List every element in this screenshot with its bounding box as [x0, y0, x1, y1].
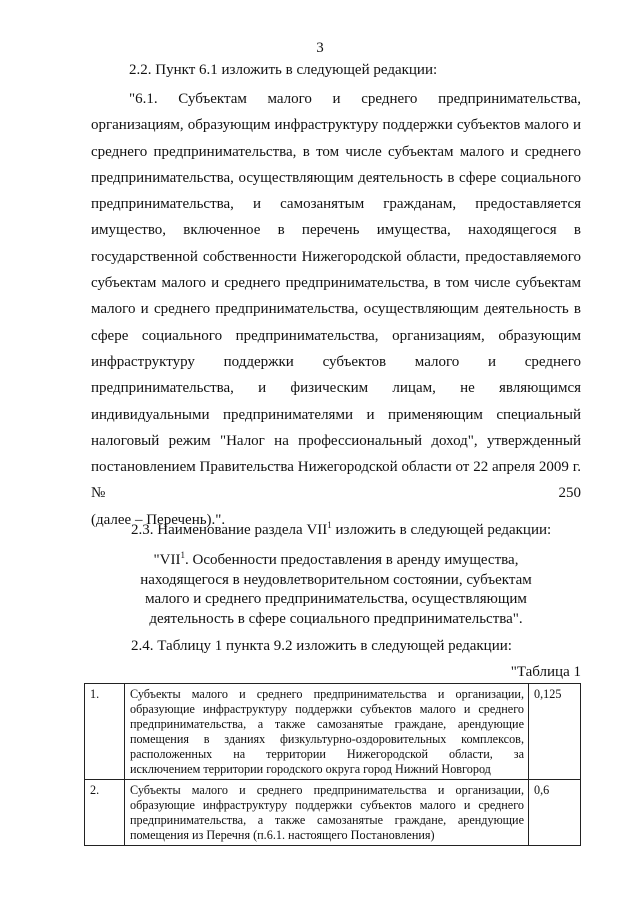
title-prefix: "VII — [153, 552, 181, 568]
section-6-1-quote — [91, 86, 581, 533]
heading-text: 2.3. Наименование раздела VII — [131, 522, 328, 538]
title-superscript: 1 — [180, 550, 185, 560]
row-description-body: Субъекты малого и среднего предпринимательства и организации, образующие инфраструктуру поддержки субъектов малого и среднего предпринимательства, а также самозанятые граждане, арендующие помещения в зданиях физкультурно-оздоровительных комплексов, расположенных на территории Нижегородской области, за — [130, 687, 524, 761]
quote-ending: (далее – Перечень).". — [91, 511, 226, 528]
table-1 — [84, 683, 581, 846]
row-coefficient: 0,6 — [529, 780, 581, 846]
row-description — [125, 780, 529, 846]
heading-superscript: 1 — [327, 520, 332, 530]
section-2-3-heading — [91, 522, 581, 539]
row-description-body: Субъекты малого и среднего предпринимательства и организации, образующие инфраструктуру поддержки субъектов малого и среднего предпринимательства, а также самозанятые граждане, арендующие — [130, 783, 524, 827]
row-number: 1. — [85, 684, 125, 780]
table-row — [85, 780, 581, 846]
table-label: "Таблица 1 — [510, 664, 581, 680]
title-line-4: деятельность в сфере социального предпринимательства". — [149, 610, 523, 627]
title-line-1: . Особенности предоставления в аренду имущества, — [185, 552, 519, 568]
row-coefficient: 0,125 — [529, 684, 581, 780]
page-number: 3 — [316, 40, 324, 56]
title-line — [91, 551, 581, 571]
section-2-2-heading: 2.2. Пункт 6.1 изложить в следующей редакции: — [129, 62, 438, 78]
section-2-4-heading: 2.4. Таблицу 1 пункта 9.2 изложить в следующей редакции: — [131, 638, 512, 654]
row-description-end: исключением территории городского округа город Нижний Новгород — [130, 762, 491, 776]
quote-body: "6.1. Субъектам малого и среднего предпринимательства, организациям, образующим инфраструктуру поддержки субъектов малого и среднего предпринимательства, в том числе субъектам малого и среднего предпринимательства, осуществляющим деятельность в сфере социального предпринимательства, и самозанятым гражданам, предоставляется имущество, включенное в перечень имущества, находящегося в государственной собственности Нижегородской области, предоставляемого субъектам малого и среднего предпринимательства, в том числе субъектам малого и среднего предпринимательства, осуществляющим деятельность в сфере социального предпринимательства, организациям, образующим инфраструктуру поддержки субъектов малого и среднего предпринимательства, и физическим лицам, не являющимся индивидуальными предпринимателями и применяющим специальный налоговый режим "Налог на профессиональный доход", утвержденный постановлением Правительства Нижегородской области от 22 апреля 2009 г. № 250 — [91, 91, 581, 502]
heading-text-end: изложить в следующей редакции: — [331, 522, 552, 538]
row-number: 2. — [85, 780, 125, 846]
row-description-end: помещения из Перечня (п.6.1. настоящего Постановления) — [130, 828, 435, 842]
title-line-2: находящегося в неудовлетворительном состоянии, субъектам — [140, 571, 532, 588]
table-row — [85, 684, 581, 780]
title-line-3: малого и среднего предпринимательства, осуществляющим — [145, 591, 527, 607]
section-vii-title — [91, 551, 581, 629]
row-description — [125, 684, 529, 780]
